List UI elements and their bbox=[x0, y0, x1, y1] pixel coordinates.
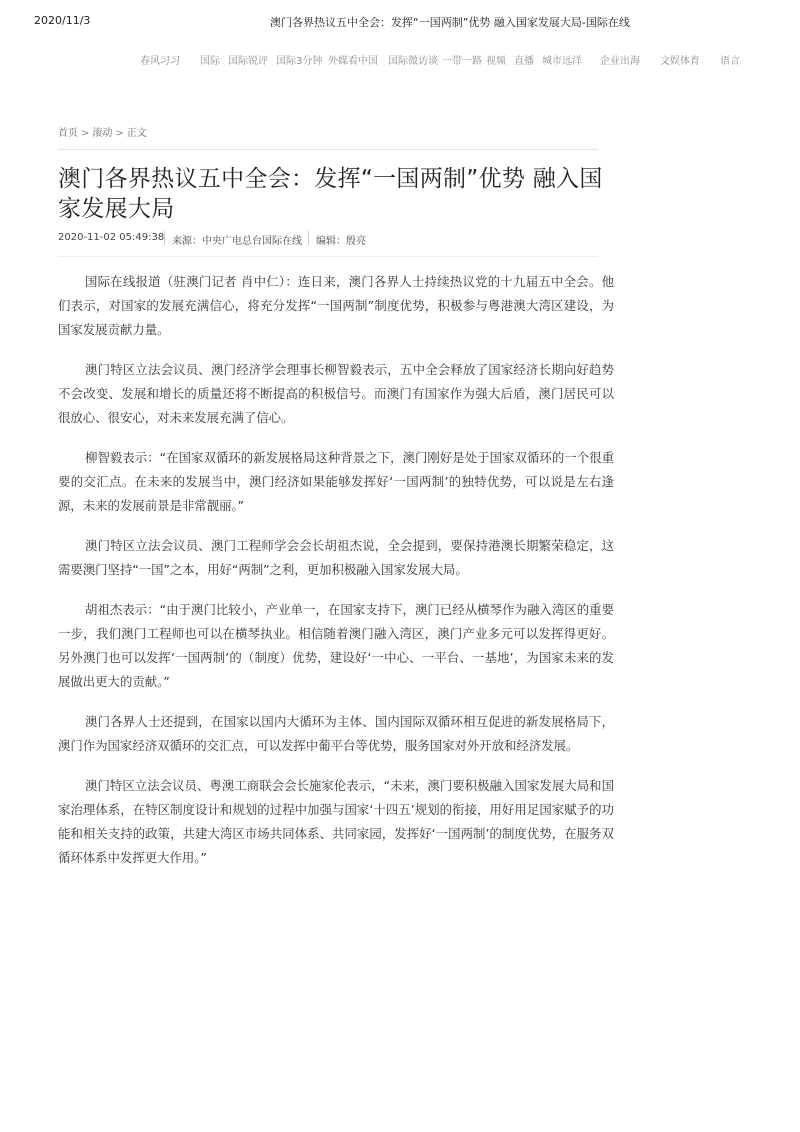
article-paragraph: 澳门特区立法会议员、澳门工程师学会会长胡祖杰说，全会提到，要保持港澳长期繁荣稳定，这需要澳门坚持“一国”之本，用好“两制”之利，更加积极融入国家发展大局。 bbox=[58, 538, 614, 577]
breadcrumb bbox=[58, 124, 147, 139]
nav-item-entertainment[interactable]: 文娱体育 bbox=[660, 56, 700, 67]
divider bbox=[58, 256, 598, 257]
nav-item-enterprise[interactable]: 企业出海 bbox=[600, 56, 640, 67]
nav-item-international[interactable]: 国际 bbox=[200, 56, 220, 67]
article-body bbox=[58, 270, 614, 886]
nav-item-language[interactable]: 语言 bbox=[720, 56, 740, 67]
article-source: 来源：中央广电总台国际在线 bbox=[172, 236, 302, 247]
nav-item-belt-road[interactable]: 一带一路 bbox=[442, 56, 482, 67]
divider bbox=[58, 149, 598, 150]
breadcrumb-section[interactable]: 滚动 bbox=[92, 128, 113, 139]
print-date: 2020/11/3 bbox=[34, 14, 91, 27]
article-editor: 编辑：殷亮 bbox=[316, 236, 366, 247]
article-paragraph: 澳门各界人士还提到，在国家以国内大循环为主体、国内国际双循环相互促进的新发展格局下，澳门作为国家经济双循环的交汇点，可以发挥中葡平台等优势，服务国家对外开放和经济发展。 bbox=[58, 714, 614, 753]
breadcrumb-current: 正文 bbox=[126, 128, 147, 139]
publish-time: 2020-11-02 05:49:38 bbox=[58, 232, 165, 243]
top-nav bbox=[140, 52, 750, 70]
article-meta bbox=[58, 232, 618, 246]
nav-item-foreign-media[interactable]: 外媒看中国 bbox=[328, 56, 378, 67]
nav-item-micro-interview[interactable]: 国际微访谈 bbox=[388, 56, 438, 67]
nav-item-3-minutes[interactable]: 国际3分钟 bbox=[276, 56, 323, 67]
nav-item-spring[interactable]: 春风习习 bbox=[140, 56, 180, 67]
article-paragraph: 澳门特区立法会议员、澳门经济学会理事长柳智毅表示，五中全会释放了国家经济长期向好趋势不会改变、发展和增长的质量还将不断提高的积极信号。而澳门有国家作为强大后盾，澳门居民可以很放心、很安心，对未来发展充满了信心。 bbox=[58, 362, 614, 425]
nav-item-video[interactable]: 视频 bbox=[486, 56, 506, 67]
nav-item-live[interactable]: 直播 bbox=[514, 56, 534, 67]
meta-divider bbox=[308, 231, 309, 245]
article-paragraph: 澳门特区立法会议员、粤澳工商联会会长施家伦表示，“未来，澳门要积极融入国家发展大局和国家治理体系，在特区制度设计和规划的过程中加强与国家‘十四五’规划的衔接，用好用足国家赋予的功能和相关支持的政策，共建大湾区市场共同体系、共同家园，发挥好‘一国两制’的制度优势，在服务双循环体系中发挥更大作用。” bbox=[58, 778, 614, 865]
article-paragraph: 柳智毅表示：“在国家双循环的新发展格局这种背景之下，澳门刚好是处于国家双循环的一个很重要的交汇点。在未来的发展当中，澳门经济如果能够发挥好‘一国两制’的独特优势，可以说是左右逢源，未来的发展前景是非常靓丽。” bbox=[58, 450, 614, 513]
breadcrumb-home[interactable]: 首页 bbox=[58, 128, 78, 139]
meta-divider bbox=[164, 231, 165, 245]
print-header bbox=[34, 14, 766, 34]
article-title: 澳门各界热议五中全会：发挥“一国两制”优势 融入国家发展大局 bbox=[58, 166, 603, 222]
nav-item-commentary[interactable]: 国际锐评 bbox=[228, 56, 268, 67]
breadcrumb-separator: > bbox=[81, 128, 90, 139]
article-paragraph: 胡祖杰表示：“由于澳门比较小，产业单一，在国家支持下，澳门已经从横琴作为融入湾区的重要一步，我们澳门工程师也可以在横琴执业。相信随着澳门融入湾区，澳门产业多元可以发挥得更好。另外澳门也可以发挥‘一国两制’的（制度）优势，建设好‘一中心、一平台、一基地’，为国家未来的发展做出更大的贡献。” bbox=[58, 602, 614, 689]
print-page-title: 澳门各界热议五中全会：发挥“一国两制”优势 融入国家发展大局-国际在线 bbox=[270, 16, 630, 29]
nav-item-city[interactable]: 城市远洋 bbox=[542, 56, 582, 67]
breadcrumb-separator: > bbox=[115, 128, 124, 139]
article-paragraph: 国际在线报道（驻澳门记者 肖中仁）：连日来，澳门各界人士持续热议党的十九届五中全会。他们表示，对国家的发展充满信心，将充分发挥“一国两制”制度优势，积极参与粤港澳大湾区建设，为国家发展贡献力量。 bbox=[58, 274, 614, 337]
